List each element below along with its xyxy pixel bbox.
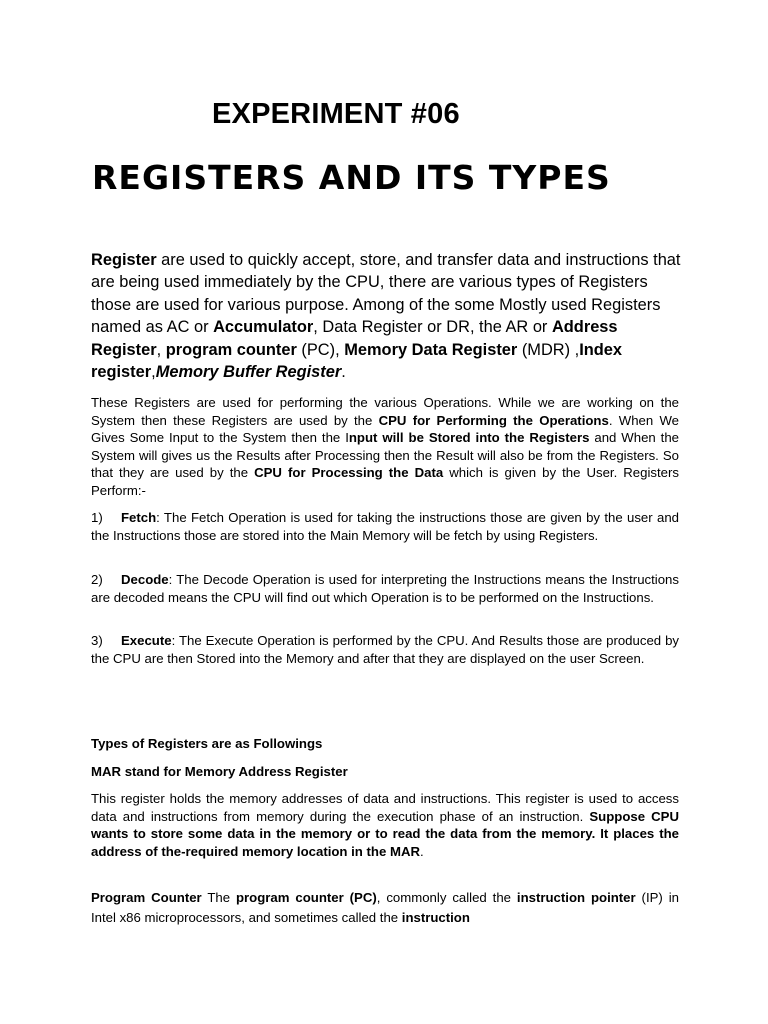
experiment-title: EXPERIMENT #06: [212, 98, 460, 130]
term-memory-buffer-register: Memory Buffer Register: [155, 363, 342, 382]
term-register: Register: [91, 251, 157, 269]
types-heading: Types of Registers are as Followings: [91, 736, 323, 751]
mar-paragraph: This register holds the memory addresses of data and instructions. This register is used to access data and instructions from memory during the execution phase of an instruction. Suppose CPU wants to store some data in the memory or to read the data from the memory. It places the address of the-required memory location in the MAR.: [91, 791, 679, 859]
mar-heading: MAR stand for Memory Address Register: [91, 764, 348, 779]
term-memory-data-register: Memory Data Register: [344, 340, 518, 359]
operation-execute: 3) Execute: The Execute Operation is performed by the CPU. And Results those are produced by the CPU are then Stored into the Memory and after that they are displayed on the user Screen.: [91, 633, 679, 666]
intro-paragraph: Register are used to quickly accept, store, and transfer data and instructions that are being used immediately by the CPU, there are various types of Registers those are used for various purpose. Among of the some Mostly used Registers named as AC or Accumulator, Data Register or DR, the AR or Address Register, program counter (PC), Memory Data Register (MDR) ,Index register,Memory Buffer Register.: [91, 251, 681, 382]
program-counter-paragraph: Program Counter The program counter (PC), commonly called the instruction pointer (IP) in Intel x86 microprocessors, and sometimes called the instruction: [91, 890, 679, 925]
operation-fetch: 1) Fetch: The Fetch Operation is used for taking the instructions those are given by the user and the Instructions those are stored into the Main Memory will be fetch by using Registers.: [91, 510, 679, 543]
main-title: REGISTERS AND ITS TYPES: [92, 158, 611, 197]
term-index-register: Index register: [91, 340, 623, 382]
term-program-counter: program counter: [165, 340, 297, 359]
term-address-register: Address Register: [91, 318, 618, 359]
operation-decode: 2) Decode: The Decode Operation is used for interpreting the Instructions means the Instructions are decoded means the CPU will find out which Operation is to be performed on the Instructions.: [91, 572, 679, 605]
registers-usage-paragraph: These Registers are used for performing the various Operations. While we are working on the System then these Registers are used by the CPU for Performing the Operations. When We Gives Some Input to the System then the Input will be Stored into the Registers and When the System will gives us the Results after Processing then the Result will also be from the Registers. So that they are used by the CPU for Processing the Data which is given by the User. Registers Perform:-: [91, 395, 680, 498]
term-accumulator: Accumulator: [213, 318, 314, 337]
